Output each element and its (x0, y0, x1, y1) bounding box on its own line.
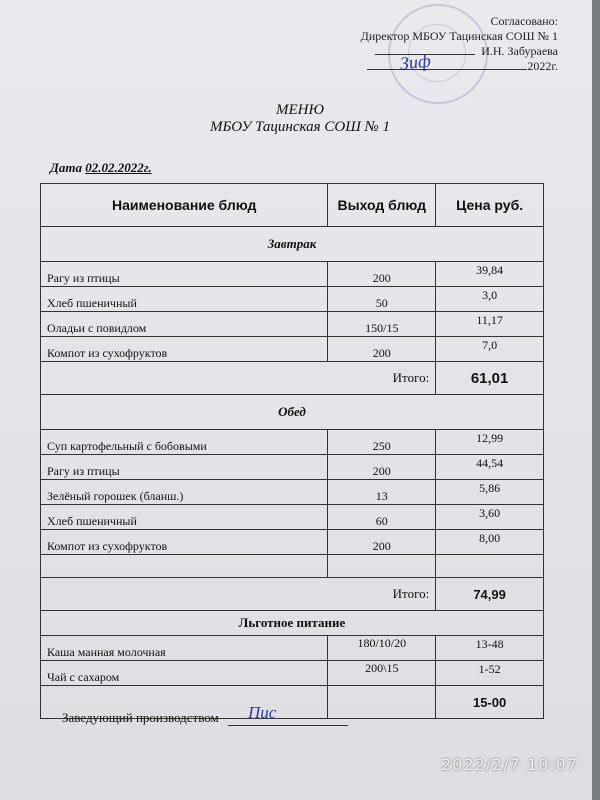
date-label: Дата (50, 160, 82, 175)
section-preferential: Льготное питание (41, 611, 544, 636)
table-header-row (41, 184, 544, 227)
table-row: Компот из сухофруктов 200 8,00 (41, 530, 544, 555)
empty-row (41, 555, 544, 578)
manager-signature: Пис (248, 703, 277, 722)
school-title: МБОУ Тацинская СОШ № 1 (209, 119, 391, 135)
approval-year: 2022г. (527, 59, 558, 73)
table-row: Хлеб пшеничный 50 3,0 (41, 287, 544, 312)
header-output: Выход блюд (328, 184, 436, 227)
photo-timestamp: 2022/2/7 10:07 (440, 755, 578, 774)
table-row: Зелёный горошек (бланш.) 13 5,86 (41, 480, 544, 505)
approval-block (361, 14, 558, 74)
header-price: Цена руб. (436, 184, 544, 227)
director-signature: Зиф (398, 50, 432, 74)
lunch-total-row: Итого: 74,99 (41, 578, 544, 611)
approval-name: И.Н. Забураева (481, 44, 558, 58)
table-row: Чай с сахаром 200\15 1-52 (41, 661, 544, 686)
breakfast-total-row: Итого: 61,01 (41, 362, 544, 395)
approval-heading: Согласовано: (490, 14, 558, 28)
footer-label: Заведующий производством (62, 710, 219, 725)
date-value: 02.02.2022г. (85, 160, 152, 175)
table-row: Компот из сухофруктов 200 7,0 (41, 337, 544, 362)
breakfast-total: 61,01 (436, 362, 544, 395)
table-row: Рагу из птицы 200 39,84 (41, 262, 544, 287)
table-row: Рагу из птицы 200 44,54 (41, 455, 544, 480)
section-lunch: Обед (41, 395, 544, 430)
menu-table (40, 183, 544, 719)
table-row: Суп картофельный с бобовыми 250 12,99 (41, 430, 544, 455)
table-row: Оладьи с повидлом 150/15 11,17 (41, 312, 544, 337)
header-dish: Наименование блюд (41, 184, 328, 227)
preferential-total: 15-00 (436, 686, 544, 719)
menu-title: МЕНЮ (276, 102, 324, 118)
table-row: Хлеб пшеничный 60 3,60 (41, 505, 544, 530)
approval-name-line (361, 44, 558, 59)
approval-date-line (361, 59, 558, 74)
footer-signature-line (62, 703, 348, 726)
table-row: Каша манная молочная 180/10/20 13-48 (41, 636, 544, 661)
approval-position: Директор МБОУ Тацинская СОШ № 1 (360, 29, 558, 43)
section-breakfast: Завтрак (41, 227, 544, 262)
lunch-total: 74,99 (436, 578, 544, 611)
menu-date (50, 160, 152, 176)
